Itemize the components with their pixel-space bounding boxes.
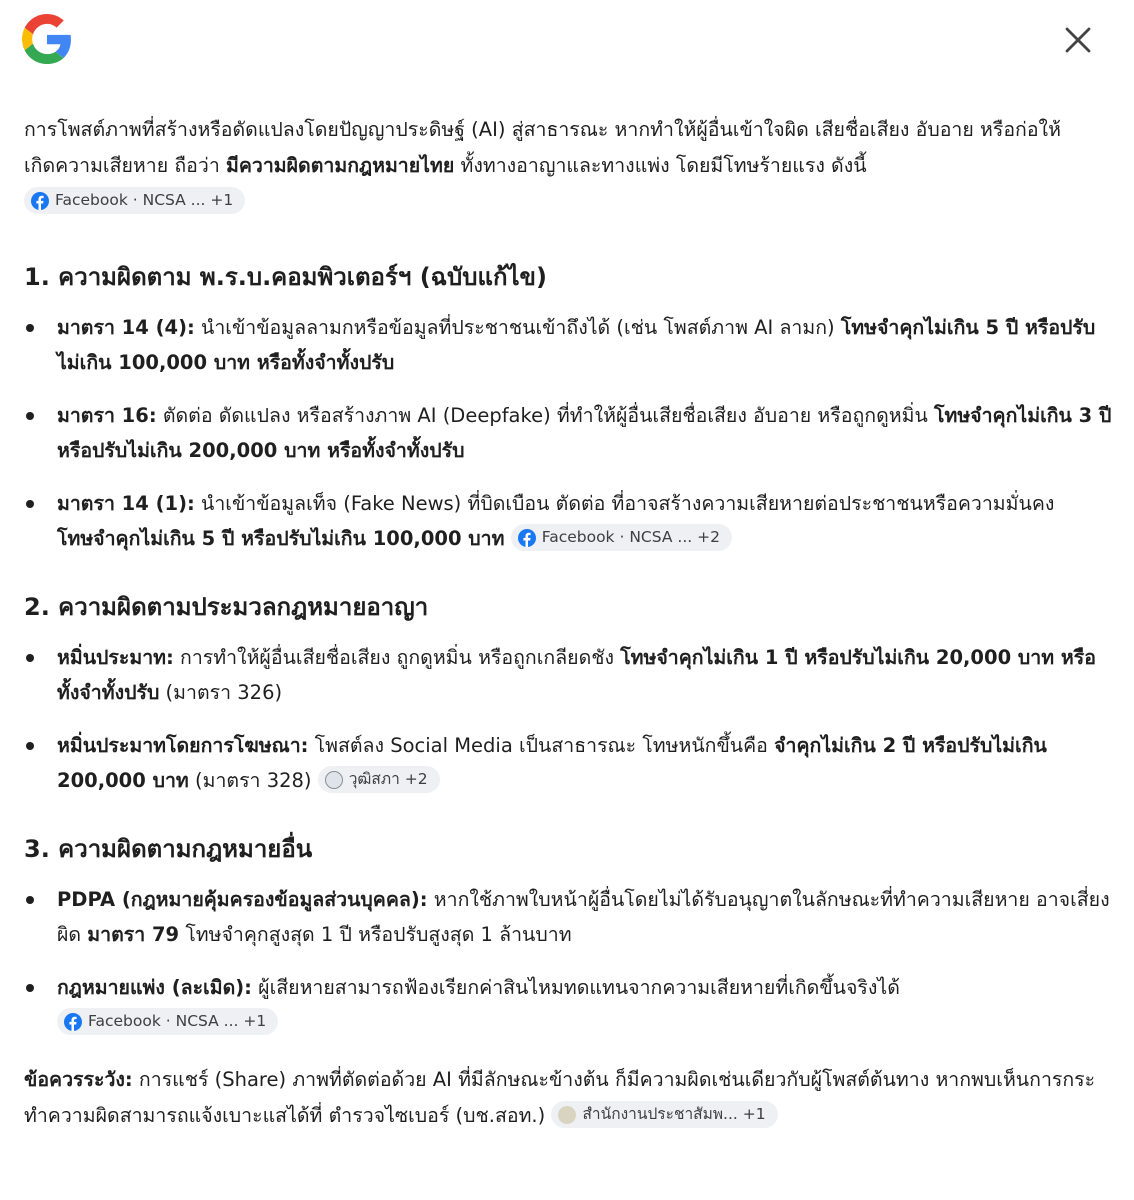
intro-bold: มีความผิดตามกฎหมายไทย [225, 154, 455, 177]
source-chip-label: สำนักงานประชาสัมพ... +1 [582, 1105, 766, 1123]
facebook-icon [64, 1013, 82, 1031]
item-title: มาตรา 16: [57, 404, 157, 427]
source-chip[interactable] [511, 524, 732, 551]
top-bar [0, 0, 1134, 90]
list-item [24, 970, 1007, 1040]
item-text: ผู้เสียหายสามารถฟ้องเรียกค่าสินไหมทดแทนจากความเสียหายที่เกิดขึ้นจริงได้ [251, 976, 900, 999]
item-text: ตัดต่อ ดัดแปลง หรือสร้างภาพ AI (Deepfake) ที่ทำให้ผู้อื่นเสียชื่อเสียง อับอาย หรือถูกดูหมิ่น [156, 404, 934, 427]
caution-text: การแชร์ (Share) ภาพที่ตัดต่อด้วย AI ที่มีลักษณะข้างต้น ก็มีความผิดเช่นเดียวกับผู้โพสต์ต้นทาง หากพบเห็นการกระทำความผิดสามารถแจ้งเบาะแสได้ที่ ตำรวจไซเบอร์ (บช.สอท.) [24, 1068, 1096, 1127]
source-chip[interactable] [551, 1101, 777, 1128]
source-chip-label: Facebook · NCSA ... +1 [88, 1012, 267, 1030]
section-heading: 1. ความผิดตาม พ.ร.บ.คอมพิวเตอร์ฯ (ฉบับแก้ไข) [24, 263, 547, 291]
item-title: มาตรา 14 (1): [57, 492, 195, 515]
intro-text-2: ทั้งทางอาญาและทางแพ่ง โดยมีโทษร้ายแรง ดังนี้ [454, 154, 867, 177]
list-item [24, 640, 1114, 710]
intro-text: การโพสต์ภาพที่สร้างหรือดัดแปลงโดยปัญญาประดิษฐ์ (AI) สู่สาธารณะ หากทำให้ผู้อื่นเข้าใจผิด เสียชื่อเสียง อับอาย หรือก่อให้เกิดความเสียหาย ถือว่า [24, 118, 1061, 177]
google-g-icon [22, 14, 72, 64]
item-law-section: มาตรา 79 [87, 923, 180, 946]
item-text: นำเข้าข้อมูลลามกหรือข้อมูลที่ประชาชนเข้าถึงได้ (เช่น โพสต์ภาพ AI ลามก) [194, 316, 841, 339]
item-penalty: โทษจำคุกไม่เกิน 5 ปี หรือปรับไม่เกิน 100,000 บาท [57, 527, 505, 550]
item-text: หากใช้ภาพใบหน้าผู้อื่นโดยไม่ได้รับอนุญาตในลักษณะที่ทำความเสียหาย อาจเสี่ยงผิด [57, 888, 1110, 946]
item-text: นำเข้าข้อมูลเท็จ (Fake News) ที่บิดเบือน ตัดต่อ ที่อาจสร้างความเสียหายต่อประชาชนหรือความมั่นคง [194, 492, 1055, 515]
answer-content [24, 112, 1114, 1134]
list-item [24, 882, 1114, 952]
intro-paragraph [24, 112, 1064, 220]
list-item [24, 310, 1114, 380]
facebook-icon [31, 192, 49, 210]
section2-list [24, 640, 1114, 798]
source-chip-label: วุฒิสภา +2 [348, 770, 428, 788]
item-penalty: จำคุกไม่เกิน 2 ปี หรือปรับไม่เกิน 200,000 บาท [57, 734, 1047, 792]
section3-list [24, 882, 1114, 1040]
item-penalty: โทษจำคุกไม่เกิน 3 ปี หรือปรับไม่เกิน 200,000 บาท หรือทั้งจำทั้งปรับ [57, 404, 1112, 462]
section1-list [24, 310, 1114, 556]
organization-seal-icon [558, 1106, 576, 1124]
close-icon [1058, 20, 1098, 60]
section-heading: 3. ความผิดตามกฎหมายอื่น [24, 835, 313, 863]
item-title: กฎหมายแพ่ง (ละเมิด): [57, 976, 252, 999]
source-chip[interactable] [318, 766, 440, 793]
item-text: โพสต์ลง Social Media เป็นสาธารณะ โทษหนักขึ้นคือ [308, 734, 775, 757]
item-text: การทำให้ผู้อื่นเสียชื่อเสียง ถูกดูหมิ่น หรือถูกเกลียดชัง [173, 646, 621, 669]
source-chip[interactable] [24, 187, 245, 214]
item-reference: โทษจำคุกสูงสุด 1 ปี หรือปรับสูงสุด 1 ล้านบาท [179, 923, 572, 946]
item-penalty: โทษจำคุกไม่เกิน 1 ปี หรือปรับไม่เกิน 20,000 บาท หรือทั้งจำทั้งปรับ [57, 646, 1096, 704]
source-chip[interactable] [57, 1008, 278, 1035]
section-heading: 2. ความผิดตามประมวลกฎหมายอาญา [24, 593, 429, 621]
item-penalty: โทษจำคุกไม่เกิน 5 ปี หรือปรับไม่เกิน 100,000 บาท หรือทั้งจำทั้งปรับ [57, 316, 1096, 374]
close-button[interactable] [1058, 20, 1098, 60]
item-reference: (มาตรา 326) [159, 681, 283, 704]
globe-icon [325, 771, 343, 789]
list-item [24, 398, 1114, 468]
source-chip-label: Facebook · NCSA ... +1 [55, 191, 234, 209]
item-title: PDPA (กฎหมายคุ้มครองข้อมูลส่วนบุคคล): [57, 888, 428, 911]
item-reference: (มาตรา 328) [188, 769, 318, 792]
caution-title: ข้อควรระวัง: [24, 1068, 133, 1091]
list-item [24, 728, 1114, 798]
facebook-icon [518, 529, 536, 547]
item-title: หมิ่นประมาท: [57, 646, 174, 669]
list-item [24, 486, 1114, 556]
source-chip-label: Facebook · NCSA ... +2 [541, 528, 720, 546]
caution-paragraph [24, 1062, 1114, 1134]
item-title: มาตรา 14 (4): [57, 316, 195, 339]
item-title: หมิ่นประมาทโดยการโฆษณา: [57, 734, 309, 757]
